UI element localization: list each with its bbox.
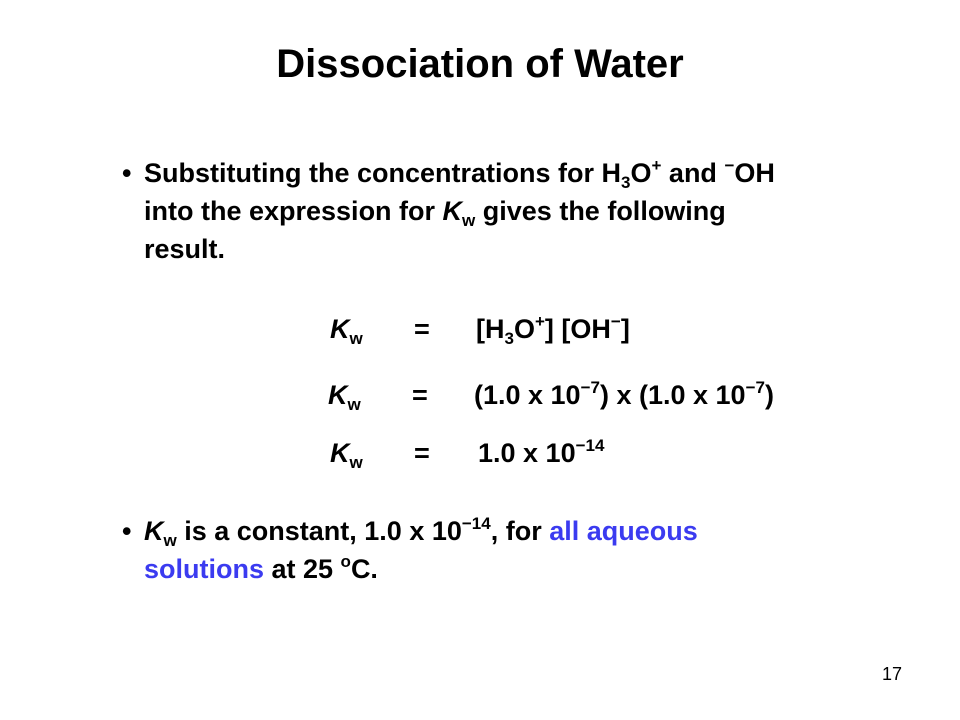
text-run: Substituting the concentrations for H [144, 158, 621, 188]
equation-rhs [478, 436, 604, 470]
bullet-point-1 [122, 154, 904, 268]
highlighted-text: all aqueous [549, 516, 698, 546]
kw-symbol: K [330, 314, 350, 344]
superscript: −7 [580, 378, 600, 397]
text-run: C. [350, 554, 378, 584]
text-run: is a constant, 1.0 x 10 [176, 516, 462, 546]
text-run: OH [734, 158, 775, 188]
kw-symbol: K [442, 196, 463, 226]
text-run: and [661, 158, 725, 188]
superscript: − [724, 156, 735, 175]
text-run: ) x (1.0 x 10 [599, 380, 746, 410]
text-run: O [513, 314, 535, 344]
text-run: at 25 [264, 554, 341, 584]
bullet-marker: • [122, 516, 132, 546]
bullet-2-line-2 [144, 550, 904, 588]
bullet-1-line-1 [144, 154, 904, 192]
bullet-1-line-3: result. [144, 234, 226, 264]
kw-symbol: K [328, 380, 348, 410]
equation-rhs [476, 312, 630, 346]
highlighted-text: solutions [144, 554, 264, 584]
subscript: 3 [504, 329, 514, 348]
kw-symbol: K [330, 438, 350, 468]
text-run: ] [OH [544, 314, 611, 344]
superscript: − [610, 312, 621, 331]
superscript: + [534, 312, 545, 331]
page-number: 17 [881, 664, 902, 684]
equation-lhs [328, 378, 361, 412]
text-run: (1.0 x 10 [474, 380, 581, 410]
slide-title: Dissociation of Water [276, 42, 684, 86]
superscript: + [651, 156, 662, 175]
subscript: w [347, 395, 361, 414]
subscript: 3 [621, 173, 631, 192]
text-run: , for [490, 516, 550, 546]
text-run: ] [620, 314, 630, 344]
equals-sign: = [414, 438, 430, 468]
equation-3 [0, 436, 960, 476]
text-run: ) [764, 380, 774, 410]
superscript: −14 [461, 514, 491, 533]
subscript: w [163, 531, 177, 550]
subscript: w [349, 329, 363, 348]
bullet-point-2 [122, 512, 904, 588]
equation-rhs [474, 378, 774, 412]
text-run: 1.0 x 10 [478, 438, 576, 468]
equals-sign: = [412, 380, 428, 410]
equation-1 [0, 312, 960, 352]
text-run: into the expression for [144, 196, 443, 226]
bullet-2-line-1 [144, 512, 904, 550]
kw-symbol: K [144, 516, 164, 546]
text-run: gives the following [475, 196, 726, 226]
superscript: −14 [575, 436, 605, 455]
subscript: w [349, 453, 363, 472]
equals-sign: = [414, 314, 430, 344]
bullet-marker: • [122, 158, 132, 188]
text-run: [H [476, 314, 505, 344]
text-run: O [630, 158, 652, 188]
equation-lhs [330, 312, 363, 346]
equation-lhs [330, 436, 363, 470]
bullet-1-line-2 [144, 192, 904, 230]
superscript: −7 [745, 378, 765, 397]
subscript: w [462, 211, 476, 230]
superscript: o [340, 552, 351, 571]
equation-2 [0, 378, 960, 418]
